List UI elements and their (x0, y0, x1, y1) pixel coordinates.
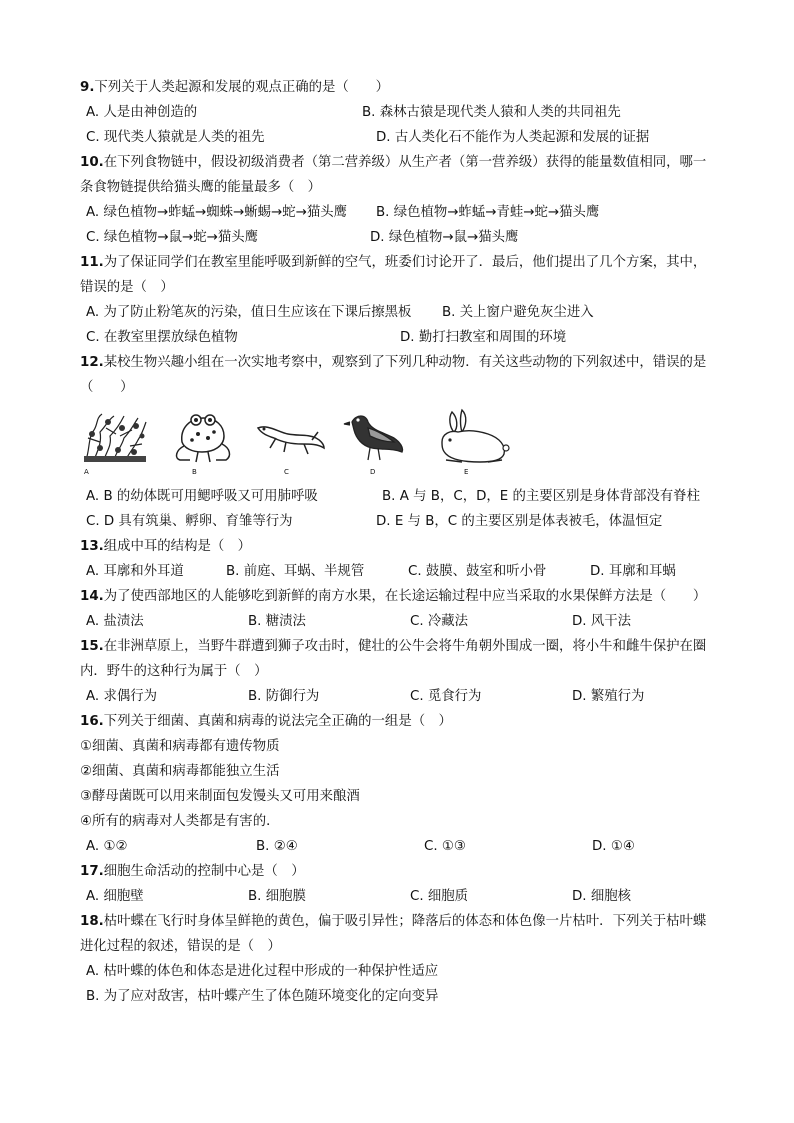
question-12-stem-line1: 12.某校生物兴趣小组在一次实地考察中，观察到了下列几种动物．有关这些动物的下列叙述中，错误的是 (80, 355, 707, 370)
figure-label-c: C (284, 468, 289, 476)
q17-option-b[interactable]: B. 细胞膜 (248, 889, 306, 904)
question-18-stem-line1: 18.枯叶蝶在飞行时身体呈鲜艳的黄色，偏于吸引异性；降落后的体态和体色像一片枯叶．下列关于枯叶蝶 (80, 914, 707, 929)
q10-option-d[interactable]: D. 绿色植物→鼠→猫头鹰 (370, 230, 519, 245)
q12-option-a[interactable]: A. B 的幼体既可用鳃呼吸又可用肺呼吸 (86, 489, 318, 504)
question-10-stem-line1: 10.在下列食物链中，假设初级消费者（第二营养级）从生产者（第一营养级）获得的能量数值相同，哪一 (80, 155, 707, 170)
q11-option-d[interactable]: D. 勤打扫教室和周围的环境 (400, 330, 567, 345)
q16-statement-2: ②细菌、真菌和病毒都能独立生活 (80, 764, 280, 779)
question-9-options-row2 (86, 125, 726, 150)
q9-option-c[interactable]: C. 现代类人猿就是人类的祖先 (86, 130, 265, 145)
question-18-option-a-row (86, 959, 726, 984)
question-11-options-row2 (86, 325, 726, 350)
q10-option-a[interactable]: A. 绿色植物→蚱蜢→蜘蛛→蜥蜴→蛇→猫头鹰 (86, 205, 348, 220)
animal-c-lizard-image (254, 408, 328, 466)
figure-label-d: D (370, 468, 376, 476)
question-10-options-row2 (86, 225, 726, 250)
question-10-stem-line2: 条食物链提供给猫头鹰的能量最多（ ） (80, 180, 322, 195)
q14-option-d[interactable]: D. 风干法 (572, 614, 631, 629)
q12-option-b[interactable]: B. A 与 B，C，D，E 的主要区别是身体背部没有脊柱 (382, 489, 700, 504)
q13-option-a[interactable]: A. 耳廓和外耳道 (86, 564, 184, 579)
q11-option-c[interactable]: C. 在教室里摆放绿色植物 (86, 330, 238, 345)
question-13-stem: 13.组成中耳的结构是（ ） (80, 539, 252, 554)
q14-option-a[interactable]: A. 盐渍法 (86, 614, 144, 629)
question-15-options (86, 684, 726, 709)
q13-option-c[interactable]: C. 鼓膜、鼓室和听小骨 (408, 564, 547, 579)
q9-option-a[interactable]: A. 人是由神创造的 (86, 105, 198, 120)
figure-label-b: B (192, 468, 197, 476)
question-14-stem: 14.为了使西部地区的人能够吃到新鲜的南方水果，在长途运输过程中应当采取的水果保鲜方法是（ ） (80, 589, 707, 604)
animal-b-frog-image (168, 408, 238, 466)
q10-option-b[interactable]: B. 绿色植物→蚱蜢→青蛙→蛇→猫头鹰 (376, 205, 600, 220)
question-10-options-row1 (86, 200, 726, 225)
q16-statement-3: ③酵母菌既可以用来制面包发馒头又可用来酿酒 (80, 789, 360, 804)
q12-option-c[interactable]: C. D 具有筑巢、孵卵、育雏等行为 (86, 514, 293, 529)
figure-label-e: E (464, 468, 469, 476)
q14-option-b[interactable]: B. 糖渍法 (248, 614, 306, 629)
q11-option-a[interactable]: A. 为了防止粉笔灰的污染，值日生应该在下课后擦黑板 (86, 305, 412, 320)
q17-option-d[interactable]: D. 细胞核 (572, 889, 631, 904)
question-17-options (86, 884, 726, 909)
q16-option-b[interactable]: B. ②④ (256, 839, 298, 854)
q18-option-a[interactable]: A. 枯叶蝶的体色和体态是进化过程中形成的一种保护性适应 (86, 964, 439, 979)
q16-option-c[interactable]: C. ①③ (424, 839, 466, 854)
animal-d-pigeon-image (342, 408, 408, 466)
question-11-stem-line2: 错误的是（ ） (80, 280, 174, 295)
q11-option-b[interactable]: B. 关上窗户避免灰尘进入 (442, 305, 594, 320)
figure-label-a: A (84, 468, 89, 476)
q16-option-a[interactable]: A. ①② (86, 839, 128, 854)
question-18-stem-line2: 进化过程的叙述，错误的是（ ） (80, 939, 281, 954)
question-16-stem: 16.下列关于细菌、真菌和病毒的说法完全正确的一组是（ ） (80, 714, 452, 729)
question-9-stem: 9.下列关于人类起源和发展的观点正确的是（ ） (80, 80, 389, 95)
question-14-options (86, 609, 726, 634)
q17-option-c[interactable]: C. 细胞质 (410, 889, 469, 904)
question-15-stem-line1: 15.在非洲草原上，当野牛群遭到狮子攻击时，健壮的公牛会将牛角朝外围成一圈，将小牛和雌牛保护在圈 (80, 639, 707, 654)
q13-option-b[interactable]: B. 前庭、耳蜗、半规管 (226, 564, 365, 579)
q15-option-a[interactable]: A. 求偶行为 (86, 689, 157, 704)
q18-option-b[interactable]: B. 为了应对敌害，枯叶蝶产生了体色随环境变化的定向变异 (86, 989, 439, 1004)
question-15-stem-line2: 内．野牛的这种行为属于（ ） (80, 664, 268, 679)
q15-option-c[interactable]: C. 觅食行为 (410, 689, 482, 704)
question-16-options (86, 834, 726, 859)
question-12-options-row1 (86, 484, 726, 509)
q14-option-c[interactable]: C. 冷藏法 (410, 614, 469, 629)
q13-option-d[interactable]: D. 耳廓和耳蜗 (590, 564, 676, 579)
animal-figures (80, 408, 520, 478)
q9-option-b[interactable]: B. 森林古猿是现代类人猿和人类的共同祖先 (362, 105, 621, 120)
question-11-stem-line1: 11.为了保证同学们在教室里能呼吸到新鲜的空气，班委们讨论开了．最后，他们提出了几个方案，其中， (80, 255, 707, 270)
question-18-option-b-row (86, 984, 726, 1009)
question-13-options (86, 559, 726, 584)
q17-option-a[interactable]: A. 细胞壁 (86, 889, 144, 904)
q16-statement-4: ④所有的病毒对人类都是有害的． (80, 814, 280, 829)
q10-option-c[interactable]: C. 绿色植物→鼠→蛇→猫头鹰 (86, 230, 259, 245)
animal-e-rabbit-image (432, 408, 512, 466)
question-12-stem-line2: （ ） (80, 380, 134, 395)
question-12-options-row2 (86, 509, 726, 534)
q15-option-d[interactable]: D. 繁殖行为 (572, 689, 645, 704)
question-11-options-row1 (86, 300, 726, 325)
animal-a-image (80, 408, 150, 466)
question-17-stem: 17.细胞生命活动的控制中心是（ ） (80, 864, 305, 879)
q16-statement-1: ①细菌、真菌和病毒都有遗传物质 (80, 739, 280, 754)
q16-option-d[interactable]: D. ①④ (592, 839, 635, 854)
question-9-options-row1 (86, 100, 726, 125)
q12-option-d[interactable]: D. E 与 B，C 的主要区别是体表被毛，体温恒定 (376, 514, 663, 529)
q15-option-b[interactable]: B. 防御行为 (248, 689, 320, 704)
q9-option-d[interactable]: D. 古人类化石不能作为人类起源和发展的证据 (376, 130, 650, 145)
